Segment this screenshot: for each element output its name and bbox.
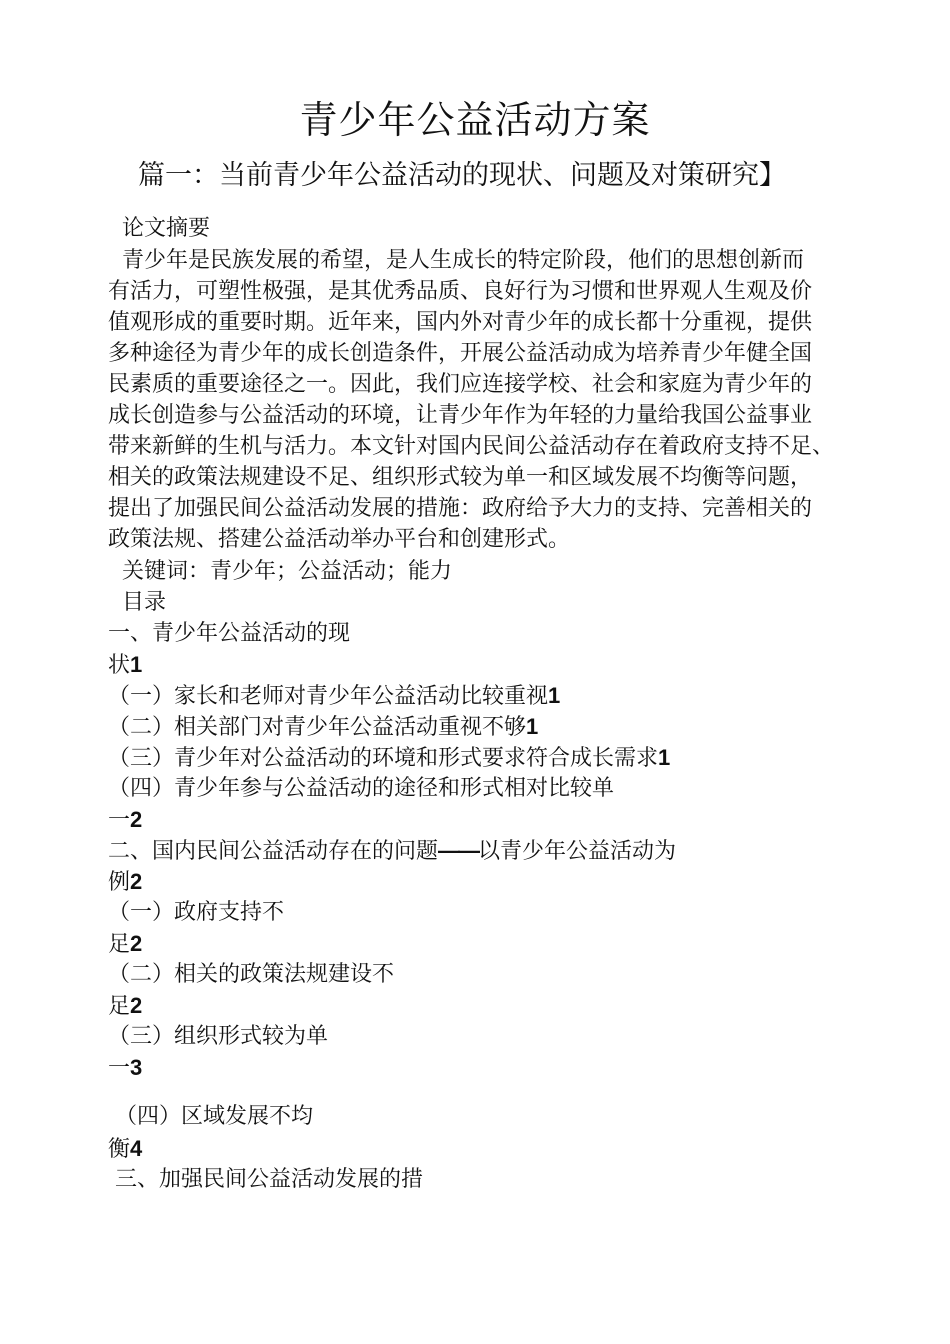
toc-page-number: 3 xyxy=(130,1055,143,1080)
toc-page-number: 2 xyxy=(130,993,143,1018)
abstract-line: 有活力，可塑性极强，是其优秀品质、良好行为习惯和世界观人生观及价 xyxy=(108,279,813,304)
toc-entry: （三）青少年对公益活动的环境和形式要求符合成长需求1 xyxy=(108,745,671,771)
toc-page-number: 2 xyxy=(130,807,143,832)
toc-entry: （一）家长和老师对青少年公益活动比较重视1 xyxy=(108,683,561,709)
toc-entry-continued: 足2 xyxy=(108,931,143,957)
toc-entry-continued: 一3 xyxy=(108,1055,143,1081)
toc-page-number: 4 xyxy=(130,1136,143,1161)
toc-page-number: 1 xyxy=(548,683,561,708)
toc-entry: （四）青少年参与公益活动的途径和形式相对比较单 xyxy=(108,776,615,801)
abstract-heading: 论文摘要 xyxy=(122,216,211,241)
toc-page-number: 1 xyxy=(130,652,143,677)
toc-page-number: 2 xyxy=(130,869,143,894)
toc-entry: （四）区域发展不均 xyxy=(115,1104,314,1129)
abstract-line: 提出了加强民间公益活动发展的措施：政府给予大力的支持、完善相关的 xyxy=(108,496,813,521)
document-title: 青少年公益活动方案 xyxy=(299,98,651,142)
toc-entry: （二）相关的政策法规建设不 xyxy=(108,962,395,987)
abstract-line: 带来新鲜的生机与活力。本文针对国内民间公益活动存在着政府支持不足、 xyxy=(108,434,835,459)
toc-entry-continued: 一2 xyxy=(108,807,143,833)
toc-entry: （一）政府支持不 xyxy=(108,900,285,925)
abstract-line: 相关的政策法规建设不足、组织形式较为单一和区域发展不均衡等问题， xyxy=(108,465,813,490)
toc-entry: （二）相关部门对青少年公益活动重视不够1 xyxy=(108,714,539,740)
abstract-line: 民素质的重要途径之一。因此，我们应连接学校、社会和家庭为青少年的 xyxy=(108,372,813,397)
toc-entry-continued: 例2 xyxy=(108,869,143,895)
document-subtitle: 篇一：当前青少年公益活动的现状、问题及对策研究】 xyxy=(138,160,786,191)
abstract-line: 值观形成的重要时期。近年来，国内外对青少年的成长都十分重视，提供 xyxy=(108,310,813,335)
toc-page-number: 1 xyxy=(658,745,671,770)
abstract-line: 成长创造参与公益活动的环境，让青少年作为年轻的力量给我国公益事业 xyxy=(108,403,813,428)
abstract-line: 多种途径为青少年的成长创造条件，开展公益活动成为培养青少年健全国 xyxy=(108,341,813,366)
toc-entry: 三、加强民间公益活动发展的措 xyxy=(115,1167,424,1192)
toc-entry: 一、青少年公益活动的现 xyxy=(108,621,351,646)
abstract-line: 青少年是民族发展的希望，是人生成长的特定阶段，他们的思想创新而 xyxy=(122,248,805,273)
toc-page-number: 2 xyxy=(130,931,143,956)
keywords: 关键词：青少年；公益活动；能力 xyxy=(122,559,453,584)
abstract-line: 政策法规、搭建公益活动举办平台和创建形式。 xyxy=(108,527,571,552)
toc-entry-continued: 衡4 xyxy=(108,1136,143,1162)
toc-entry: （三）组织形式较为单 xyxy=(108,1024,329,1049)
toc-entry-continued: 状1 xyxy=(108,652,143,678)
toc-entry-continued: 足2 xyxy=(108,993,143,1019)
toc-page-number: 1 xyxy=(526,714,539,739)
toc-heading: 目录 xyxy=(122,590,167,615)
toc-entry: 二、国内民间公益活动存在的问题——以青少年公益活动为 xyxy=(108,838,677,864)
